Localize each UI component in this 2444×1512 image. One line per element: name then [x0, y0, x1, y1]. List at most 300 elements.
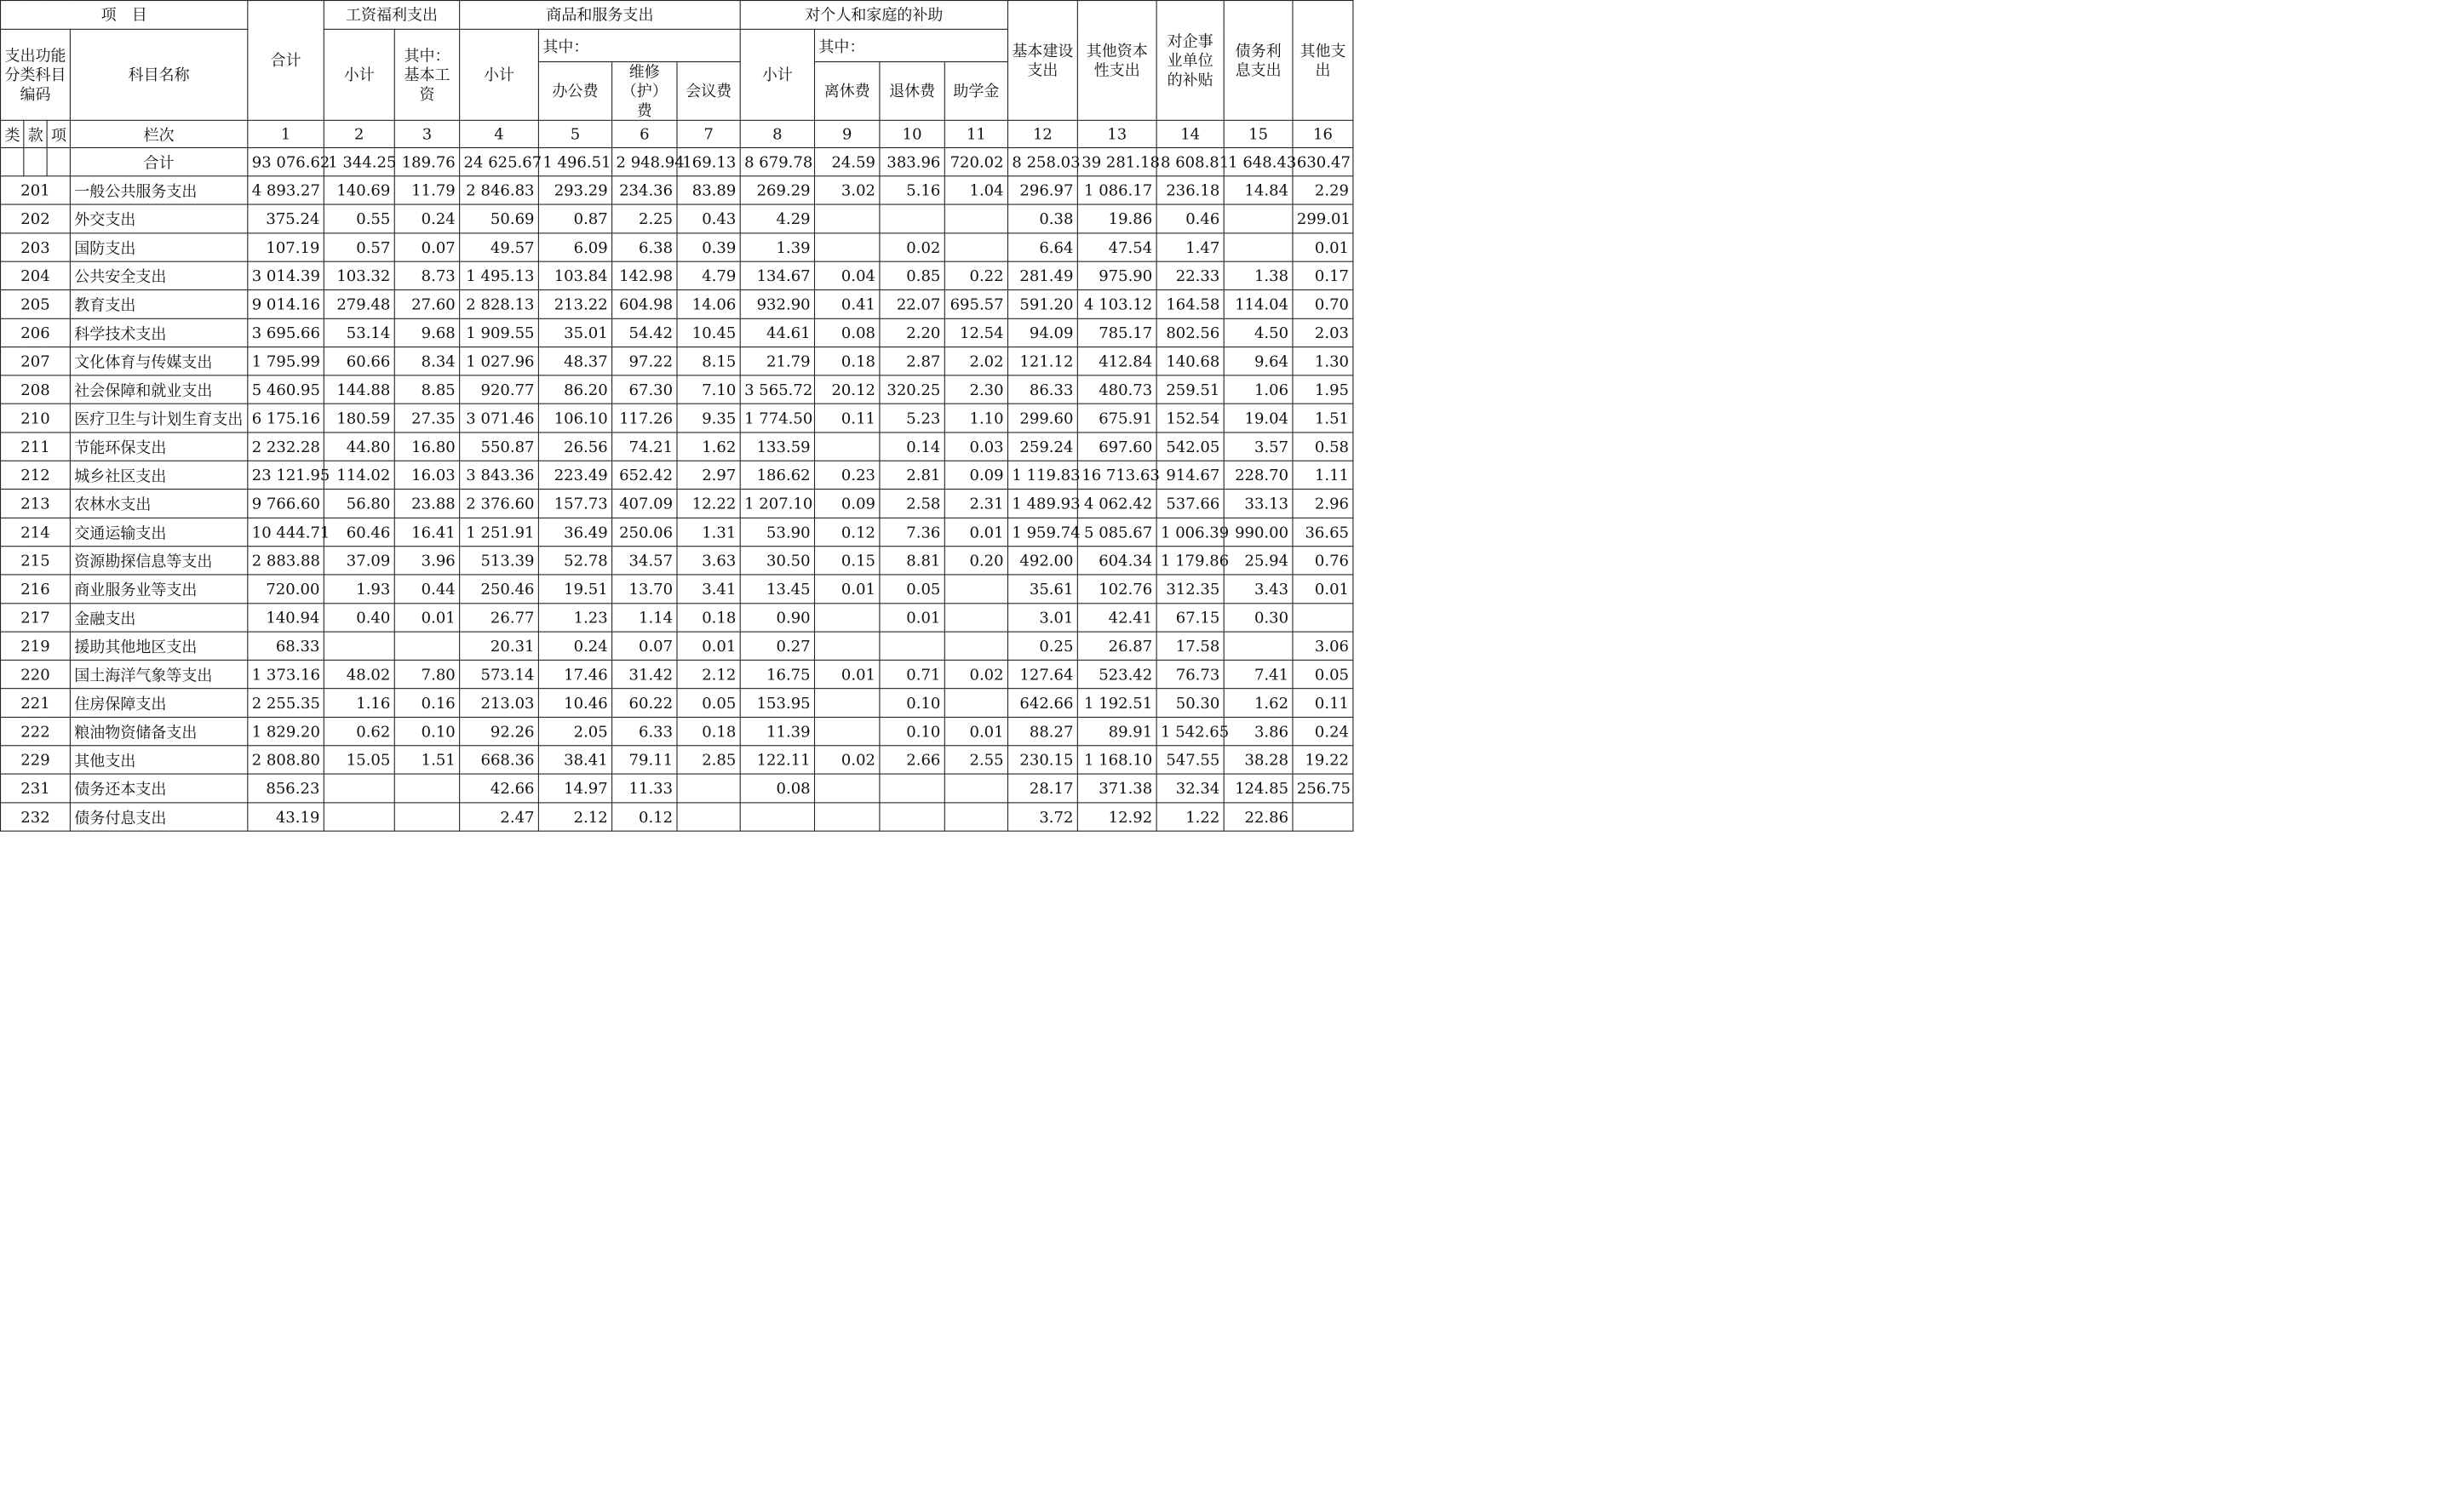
value-cell: 1 489.93: [1008, 490, 1078, 518]
value-cell: 312.35: [1156, 575, 1224, 603]
header-lanci: 栏次: [70, 120, 247, 147]
value-cell: 0.55: [324, 204, 394, 232]
value-cell: 9.64: [1224, 347, 1293, 375]
value-cell: 2 846.83: [460, 176, 539, 204]
value-cell: 8.73: [394, 261, 459, 289]
category-name: 债务还本支出: [70, 774, 247, 802]
value-cell: 140.68: [1156, 347, 1224, 375]
value-cell: [815, 204, 880, 232]
value-cell: 1 086.17: [1077, 176, 1156, 204]
value-cell: 0.23: [815, 461, 880, 489]
value-cell: 2.12: [538, 803, 611, 831]
value-cell: 3.43: [1224, 575, 1293, 603]
value-cell: [324, 632, 394, 660]
value-cell: 0.62: [324, 717, 394, 745]
value-cell: [815, 689, 880, 717]
value-cell: 114.04: [1224, 290, 1293, 318]
value-cell: 2 808.80: [248, 746, 324, 774]
value-cell: 44.61: [740, 318, 814, 346]
header-other: 其他支出: [1293, 1, 1353, 121]
header-lixiu: 离休费: [815, 62, 880, 121]
value-cell: 144.88: [324, 375, 394, 404]
value-cell: 920.77: [460, 375, 539, 404]
value-cell: 0.03: [944, 432, 1007, 461]
header-other-capital: 其他资本性支出: [1077, 1, 1156, 121]
value-cell: 32.34: [1156, 774, 1224, 802]
value-cell: 153.95: [740, 689, 814, 717]
total-value: 39 281.18: [1077, 147, 1156, 175]
total-value: 93 076.62: [248, 147, 324, 175]
value-cell: 1 179.86: [1156, 547, 1224, 575]
value-cell: 49.57: [460, 233, 539, 261]
header-kuan: 款: [24, 120, 47, 147]
value-cell: 1 119.83: [1008, 461, 1078, 489]
value-cell: 1.10: [944, 404, 1007, 432]
category-name: 国土海洋气象等支出: [70, 660, 247, 688]
header-lei: 类: [1, 120, 24, 147]
value-cell: 43.19: [248, 803, 324, 831]
value-cell: 164.58: [1156, 290, 1224, 318]
value-cell: 1 168.10: [1077, 746, 1156, 774]
table-row: [1, 318, 1353, 346]
value-cell: 0.01: [1293, 233, 1353, 261]
value-cell: 802.56: [1156, 318, 1224, 346]
category-name: 债务付息支出: [70, 803, 247, 831]
value-cell: 21.79: [740, 347, 814, 375]
category-code: 215: [1, 547, 71, 575]
value-cell: 1.14: [612, 604, 677, 632]
value-cell: 480.73: [1077, 375, 1156, 404]
value-cell: 22.86: [1224, 803, 1293, 831]
header-capital-build: 基本建设支出: [1008, 1, 1078, 121]
value-cell: 2.47: [460, 803, 539, 831]
total-value: 630.47: [1293, 147, 1353, 175]
value-cell: 228.70: [1224, 461, 1293, 489]
header-basic-wage: 其中：基本工资: [394, 29, 459, 120]
value-cell: 2.29: [1293, 176, 1353, 204]
value-cell: 492.00: [1008, 547, 1078, 575]
value-cell: 60.22: [612, 689, 677, 717]
value-cell: 3 565.72: [740, 375, 814, 404]
value-cell: 4 893.27: [248, 176, 324, 204]
category-code: 211: [1, 432, 71, 461]
value-cell: 2.25: [612, 204, 677, 232]
value-cell: 67.30: [612, 375, 677, 404]
value-cell: 13.45: [740, 575, 814, 603]
header-tuixiu: 退休费: [880, 62, 944, 121]
value-cell: 94.09: [1008, 318, 1078, 346]
header-code-group: 支出功能分类科目编码: [1, 29, 71, 120]
value-cell: [944, 604, 1007, 632]
value-cell: 542.05: [1156, 432, 1224, 461]
value-cell: 19.51: [538, 575, 611, 603]
value-cell: 79.11: [612, 746, 677, 774]
value-cell: 2.20: [880, 318, 944, 346]
col-number-1: 1: [248, 120, 324, 147]
value-cell: 523.42: [1077, 660, 1156, 688]
value-cell: 121.12: [1008, 347, 1078, 375]
value-cell: 1.04: [944, 176, 1007, 204]
value-cell: 0.24: [394, 204, 459, 232]
category-name: 科学技术支出: [70, 318, 247, 346]
category-code: 222: [1, 717, 71, 745]
category-name: 交通运输支出: [70, 518, 247, 546]
code-cell: [47, 147, 70, 175]
value-cell: [394, 632, 459, 660]
value-cell: 8.85: [394, 375, 459, 404]
category-code: 217: [1, 604, 71, 632]
value-cell: 604.34: [1077, 547, 1156, 575]
table-row-total: [1, 147, 1353, 175]
value-cell: 42.66: [460, 774, 539, 802]
table-row: [1, 347, 1353, 375]
code-cell: [1, 147, 24, 175]
value-cell: 1 829.20: [248, 717, 324, 745]
value-cell: 3.96: [394, 547, 459, 575]
value-cell: 695.57: [944, 290, 1007, 318]
value-cell: 3 071.46: [460, 404, 539, 432]
value-cell: 11.79: [394, 176, 459, 204]
category-code: 204: [1, 261, 71, 289]
value-cell: 117.26: [612, 404, 677, 432]
value-cell: 0.24: [538, 632, 611, 660]
value-cell: 33.13: [1224, 490, 1293, 518]
category-code: 207: [1, 347, 71, 375]
value-cell: 1.16: [324, 689, 394, 717]
value-cell: 0.01: [880, 604, 944, 632]
category-code: 229: [1, 746, 71, 774]
value-cell: 56.80: [324, 490, 394, 518]
value-cell: 0.58: [1293, 432, 1353, 461]
value-cell: 17.46: [538, 660, 611, 688]
value-cell: 0.01: [677, 632, 740, 660]
value-cell: [815, 632, 880, 660]
value-cell: 19.86: [1077, 204, 1156, 232]
value-cell: 16.41: [394, 518, 459, 546]
value-cell: 7.80: [394, 660, 459, 688]
value-cell: 140.69: [324, 176, 394, 204]
value-cell: 48.37: [538, 347, 611, 375]
header-name: 科目名称: [70, 29, 247, 120]
value-cell: 0.01: [815, 660, 880, 688]
value-cell: 68.33: [248, 632, 324, 660]
value-cell: 92.26: [460, 717, 539, 745]
value-cell: 13.70: [612, 575, 677, 603]
value-cell: 720.00: [248, 575, 324, 603]
value-cell: [1224, 204, 1293, 232]
value-cell: 299.60: [1008, 404, 1078, 432]
value-cell: 5.16: [880, 176, 944, 204]
col-number-9: 9: [815, 120, 880, 147]
total-value: 383.96: [880, 147, 944, 175]
value-cell: 4.50: [1224, 318, 1293, 346]
table-row: [1, 803, 1353, 831]
category-name: 节能环保支出: [70, 432, 247, 461]
value-cell: 0.57: [324, 233, 394, 261]
value-cell: 9.35: [677, 404, 740, 432]
value-cell: 30.50: [740, 547, 814, 575]
value-cell: 2.87: [880, 347, 944, 375]
total-value: 720.02: [944, 147, 1007, 175]
value-cell: 299.01: [1293, 204, 1353, 232]
value-cell: 281.49: [1008, 261, 1078, 289]
category-code: 210: [1, 404, 71, 432]
header-wage-subtotal: 小计: [324, 29, 394, 120]
value-cell: 157.73: [538, 490, 611, 518]
value-cell: 1.39: [740, 233, 814, 261]
budget-expenditure-sheet: [0, 0, 1351, 828]
value-cell: 23.88: [394, 490, 459, 518]
value-cell: 0.08: [740, 774, 814, 802]
col-number-4: 4: [460, 120, 539, 147]
value-cell: 591.20: [1008, 290, 1078, 318]
category-name: 资源勘探信息等支出: [70, 547, 247, 575]
value-cell: 3.57: [1224, 432, 1293, 461]
total-value: 169.13: [677, 147, 740, 175]
value-cell: 152.54: [1156, 404, 1224, 432]
table-row: [1, 290, 1353, 318]
table-row: [1, 660, 1353, 688]
value-cell: 0.15: [815, 547, 880, 575]
value-cell: 47.54: [1077, 233, 1156, 261]
value-cell: 15.05: [324, 746, 394, 774]
value-cell: 48.02: [324, 660, 394, 688]
value-cell: 1.95: [1293, 375, 1353, 404]
value-cell: [815, 233, 880, 261]
value-cell: 10.45: [677, 318, 740, 346]
value-cell: 37.09: [324, 547, 394, 575]
value-cell: 4.79: [677, 261, 740, 289]
value-cell: 407.09: [612, 490, 677, 518]
col-number-6: 6: [612, 120, 677, 147]
col-number-7: 7: [677, 120, 740, 147]
col-number-8: 8: [740, 120, 814, 147]
category-code: 221: [1, 689, 71, 717]
value-cell: 14.97: [538, 774, 611, 802]
value-cell: 0.44: [394, 575, 459, 603]
value-cell: 26.56: [538, 432, 611, 461]
value-cell: 0.46: [1156, 204, 1224, 232]
value-cell: 12.92: [1077, 803, 1156, 831]
value-cell: 0.87: [538, 204, 611, 232]
value-cell: 9 766.60: [248, 490, 324, 518]
value-cell: 975.90: [1077, 261, 1156, 289]
value-cell: 604.98: [612, 290, 677, 318]
table-row: [1, 518, 1353, 546]
category-code: 203: [1, 233, 71, 261]
value-cell: 6.38: [612, 233, 677, 261]
value-cell: 26.77: [460, 604, 539, 632]
value-cell: 54.42: [612, 318, 677, 346]
value-cell: 250.06: [612, 518, 677, 546]
value-cell: 0.18: [677, 604, 740, 632]
value-cell: [1224, 632, 1293, 660]
value-cell: [880, 803, 944, 831]
value-cell: 0.70: [1293, 290, 1353, 318]
value-cell: 124.85: [1224, 774, 1293, 802]
value-cell: [944, 774, 1007, 802]
value-cell: 856.23: [248, 774, 324, 802]
category-code: 206: [1, 318, 71, 346]
value-cell: [815, 717, 880, 745]
value-cell: 86.33: [1008, 375, 1078, 404]
value-cell: 0.07: [394, 233, 459, 261]
value-cell: 296.97: [1008, 176, 1078, 204]
category-name: 农林水支出: [70, 490, 247, 518]
value-cell: 53.90: [740, 518, 814, 546]
value-cell: 0.04: [815, 261, 880, 289]
value-cell: [944, 575, 1007, 603]
value-cell: 5.23: [880, 404, 944, 432]
category-code: 216: [1, 575, 71, 603]
header-repair: 维修（护）费: [612, 62, 677, 121]
value-cell: 60.66: [324, 347, 394, 375]
value-cell: 133.59: [740, 432, 814, 461]
value-cell: [880, 632, 944, 660]
value-cell: 0.14: [880, 432, 944, 461]
value-cell: [324, 803, 394, 831]
value-cell: 0.76: [1293, 547, 1353, 575]
value-cell: 1 495.13: [460, 261, 539, 289]
value-cell: 2.97: [677, 461, 740, 489]
value-cell: 19.04: [1224, 404, 1293, 432]
value-cell: 213.03: [460, 689, 539, 717]
value-cell: 250.46: [460, 575, 539, 603]
value-cell: 3 843.36: [460, 461, 539, 489]
value-cell: 2.05: [538, 717, 611, 745]
value-cell: 35.61: [1008, 575, 1078, 603]
value-cell: 86.20: [538, 375, 611, 404]
category-code: 212: [1, 461, 71, 489]
value-cell: 0.05: [880, 575, 944, 603]
col-number-2: 2: [324, 120, 394, 147]
value-cell: 74.21: [612, 432, 677, 461]
value-cell: 11.33: [612, 774, 677, 802]
value-cell: 0.12: [612, 803, 677, 831]
value-cell: 0.11: [815, 404, 880, 432]
header-goods-of-which: 其中：: [538, 29, 740, 61]
value-cell: 1 909.55: [460, 318, 539, 346]
value-cell: 1.51: [1293, 404, 1353, 432]
value-cell: 0.71: [880, 660, 944, 688]
value-cell: 0.02: [815, 746, 880, 774]
table-row: [1, 575, 1353, 603]
value-cell: 22.07: [880, 290, 944, 318]
value-cell: 259.51: [1156, 375, 1224, 404]
value-cell: 17.58: [1156, 632, 1224, 660]
table-row: [1, 717, 1353, 745]
category-code: 231: [1, 774, 71, 802]
value-cell: 697.60: [1077, 432, 1156, 461]
value-cell: 3 014.39: [248, 261, 324, 289]
value-cell: 6.33: [612, 717, 677, 745]
value-cell: 88.27: [1008, 717, 1078, 745]
value-cell: 23 121.95: [248, 461, 324, 489]
value-cell: [1224, 233, 1293, 261]
value-cell: 14.84: [1224, 176, 1293, 204]
table-row: [1, 604, 1353, 632]
value-cell: 269.29: [740, 176, 814, 204]
value-cell: [677, 774, 740, 802]
value-cell: 0.38: [1008, 204, 1078, 232]
value-cell: 1 027.96: [460, 347, 539, 375]
value-cell: 990.00: [1224, 518, 1293, 546]
total-value: 8 608.81: [1156, 147, 1224, 175]
value-cell: 2.81: [880, 461, 944, 489]
table-row: [1, 490, 1353, 518]
header-zhuxue: 助学金: [944, 62, 1007, 121]
value-cell: [880, 774, 944, 802]
value-cell: 35.01: [538, 318, 611, 346]
total-value: 1 344.25: [324, 147, 394, 175]
table-row: [1, 176, 1353, 204]
value-cell: 914.67: [1156, 461, 1224, 489]
value-cell: 50.30: [1156, 689, 1224, 717]
value-cell: 6.64: [1008, 233, 1078, 261]
value-cell: 4.29: [740, 204, 814, 232]
value-cell: 186.62: [740, 461, 814, 489]
value-cell: 0.01: [394, 604, 459, 632]
value-cell: 213.22: [538, 290, 611, 318]
value-cell: 0.27: [740, 632, 814, 660]
header-subsidy-group: 对个人和家庭的补助: [740, 1, 1007, 30]
total-value: 24 625.67: [460, 147, 539, 175]
value-cell: 1.62: [677, 432, 740, 461]
value-cell: 5 460.95: [248, 375, 324, 404]
header-enterprise-subsidy: 对企事业单位的补贴: [1156, 1, 1224, 121]
table-row: [1, 632, 1353, 660]
value-cell: [815, 774, 880, 802]
value-cell: 0.02: [944, 660, 1007, 688]
table-row: [1, 404, 1353, 432]
col-number-5: 5: [538, 120, 611, 147]
value-cell: 0.08: [815, 318, 880, 346]
value-cell: 140.94: [248, 604, 324, 632]
value-cell: 34.57: [612, 547, 677, 575]
value-cell: 134.67: [740, 261, 814, 289]
table-row: [1, 689, 1353, 717]
value-cell: 320.25: [880, 375, 944, 404]
value-cell: 0.01: [1293, 575, 1353, 603]
value-cell: 2 376.60: [460, 490, 539, 518]
value-cell: 9.68: [394, 318, 459, 346]
total-value: 8 258.03: [1008, 147, 1078, 175]
category-name: 公共安全支出: [70, 261, 247, 289]
value-cell: 107.19: [248, 233, 324, 261]
value-cell: 4 062.42: [1077, 490, 1156, 518]
value-cell: 97.22: [612, 347, 677, 375]
value-cell: [944, 689, 1007, 717]
value-cell: 180.59: [324, 404, 394, 432]
header-goods-subtotal: 小计: [460, 29, 539, 120]
value-cell: 0.16: [394, 689, 459, 717]
table-row: [1, 233, 1353, 261]
col-number-14: 14: [1156, 120, 1224, 147]
value-cell: 2.30: [944, 375, 1007, 404]
total-value: 2 948.94: [612, 147, 677, 175]
value-cell: 0.12: [815, 518, 880, 546]
table-row: [1, 746, 1353, 774]
value-cell: [394, 803, 459, 831]
category-code: 214: [1, 518, 71, 546]
category-name: 金融支出: [70, 604, 247, 632]
value-cell: 1.93: [324, 575, 394, 603]
value-cell: 1 795.99: [248, 347, 324, 375]
value-cell: 1.23: [538, 604, 611, 632]
value-cell: 4 103.12: [1077, 290, 1156, 318]
category-name: 国防支出: [70, 233, 247, 261]
value-cell: 0.01: [944, 717, 1007, 745]
